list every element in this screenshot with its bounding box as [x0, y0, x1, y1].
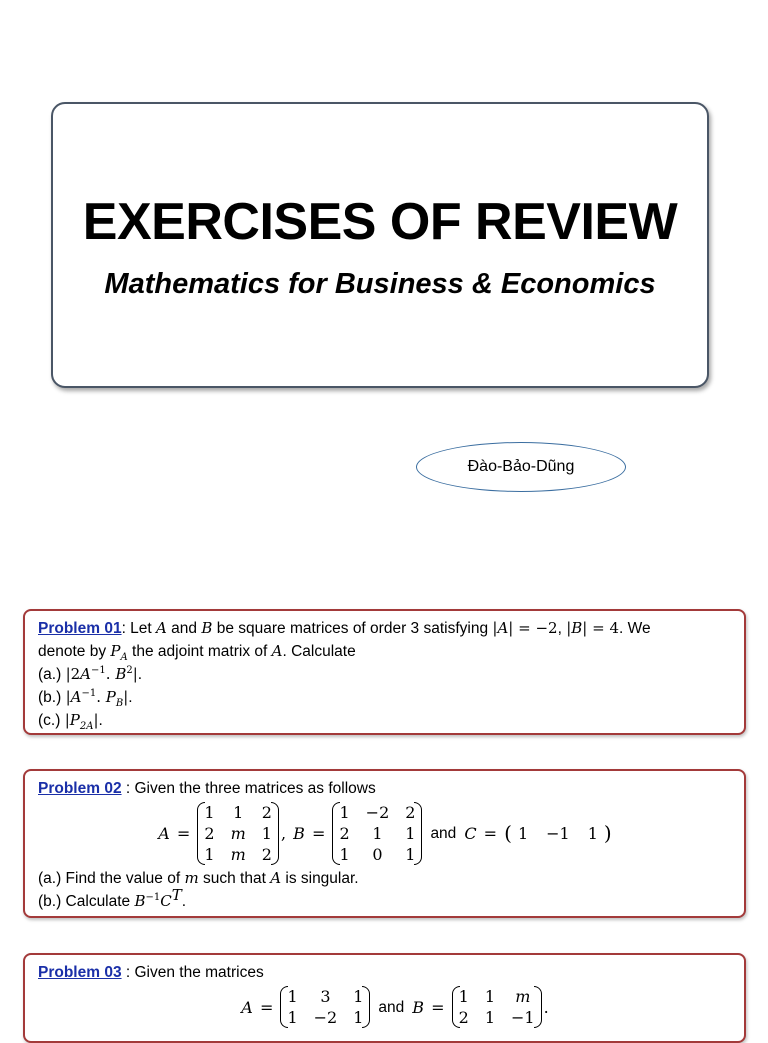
- cell: 1: [287, 987, 298, 1006]
- text: and: [378, 998, 405, 1016]
- cell: 1: [204, 803, 215, 822]
- problem-01-line1: Problem 01: Let A and B be square matrices of order 3 satisfying |A| = −2, |B| = 4. We: [38, 619, 651, 637]
- matrix-c: [514, 822, 602, 845]
- page-subtitle: Mathematics for Business & Economics: [104, 268, 656, 300]
- cell: 1: [587, 824, 598, 843]
- problem-03-matrices: A = 1 3 1 1 −2 1 and B = 1 1 m 2 1 −1 .: [241, 987, 549, 1027]
- cell: 1: [261, 824, 272, 843]
- cell: 1: [372, 824, 383, 843]
- problem-03-label[interactable]: Problem 03: [38, 964, 122, 981]
- problem-03-line1: [38, 961, 732, 984]
- text: (c.): [38, 712, 65, 729]
- cell: 1: [339, 803, 350, 822]
- text: : Given the three matrices as follows: [125, 780, 376, 797]
- cell: 1: [405, 824, 416, 843]
- text: and: [430, 825, 457, 842]
- text: : Given the matrices: [125, 964, 264, 981]
- page-title: EXERCISES OF REVIEW: [82, 193, 678, 251]
- matrix-b: [332, 802, 422, 865]
- problem-02-part-b: (b.) Calculate $B^{-1}C^T$.: [38, 886, 187, 910]
- text: (a.): [38, 666, 66, 683]
- cell: 0: [372, 845, 383, 864]
- text: denote by: [38, 643, 111, 660]
- cell: 1: [353, 1008, 364, 1027]
- cell: 2: [261, 803, 272, 822]
- cell: 1: [458, 987, 469, 1006]
- cell: 2: [204, 824, 215, 843]
- cell: 1: [405, 845, 416, 864]
- text: such that: [198, 870, 271, 887]
- cell: 1: [484, 987, 495, 1006]
- problem-02-part-a: (a.) Find the value of m such that A is singular.: [38, 869, 359, 887]
- cell: m: [515, 987, 531, 1006]
- cell: 2: [458, 1008, 469, 1027]
- cell: 1: [287, 1008, 298, 1027]
- problem-01-part-b: (b.) $|A^{-1}$. $P_B|$.: [38, 688, 133, 709]
- cell: −1: [511, 1008, 535, 1027]
- problem-02-matrices: A = 1 1 2 2 m 1 1 m 2 , B = 1 −2 2 2 1 1 1 0 1 and C = ( 1 −1 1 ): [158, 803, 612, 864]
- problem-01-line2: denote by $P_A$ the adjoint matrix of A. Calculate: [38, 642, 356, 663]
- text: be square matrices of order 3 satisfying: [212, 620, 493, 637]
- cell: m: [230, 845, 246, 864]
- matrix-a3: [280, 986, 370, 1028]
- text: the adjoint matrix of: [127, 643, 272, 660]
- text: . We: [619, 620, 651, 637]
- cell: 1: [339, 845, 350, 864]
- cell: 1: [484, 1008, 495, 1027]
- text: and: [166, 620, 202, 637]
- problem-02: [23, 769, 746, 918]
- problem-02-label[interactable]: Problem 02: [38, 780, 122, 797]
- text: (a.) Find the value of: [38, 870, 185, 887]
- cell: 3: [320, 987, 331, 1006]
- cell: −1: [546, 824, 570, 843]
- problem-01-label[interactable]: Problem 01: [38, 620, 122, 637]
- cell: −2: [313, 1008, 338, 1027]
- problem-01: [23, 609, 746, 735]
- cell: 2: [261, 845, 272, 864]
- text: is singular.: [281, 870, 359, 887]
- problem-02-line1: [38, 777, 732, 800]
- cell: 1: [353, 987, 364, 1006]
- cell: 2: [405, 803, 416, 822]
- text: : Let: [121, 620, 157, 637]
- matrix-a: [197, 802, 279, 865]
- text: (b.): [38, 689, 66, 706]
- text: ,: [557, 620, 567, 637]
- cell: m: [230, 824, 246, 843]
- author-badge: Đào-Bảo-Dũng: [416, 442, 626, 492]
- cell: 1: [233, 803, 244, 822]
- matrix-b3: [452, 986, 542, 1028]
- cell: 1: [517, 824, 529, 843]
- cell: 2: [339, 824, 350, 843]
- text: . Calculate: [282, 643, 356, 660]
- cell: 1: [204, 845, 215, 864]
- problem-01-part-c: (c.) $|P_{2A}|$.: [38, 711, 103, 732]
- text: (b.) Calculate: [38, 893, 135, 910]
- problem-01-part-a: (a.) $|2A^{-1}$. $B^2|$.: [38, 665, 143, 683]
- problem-03: [23, 953, 746, 1043]
- cell: −2: [365, 803, 390, 822]
- title-box: [51, 102, 709, 388]
